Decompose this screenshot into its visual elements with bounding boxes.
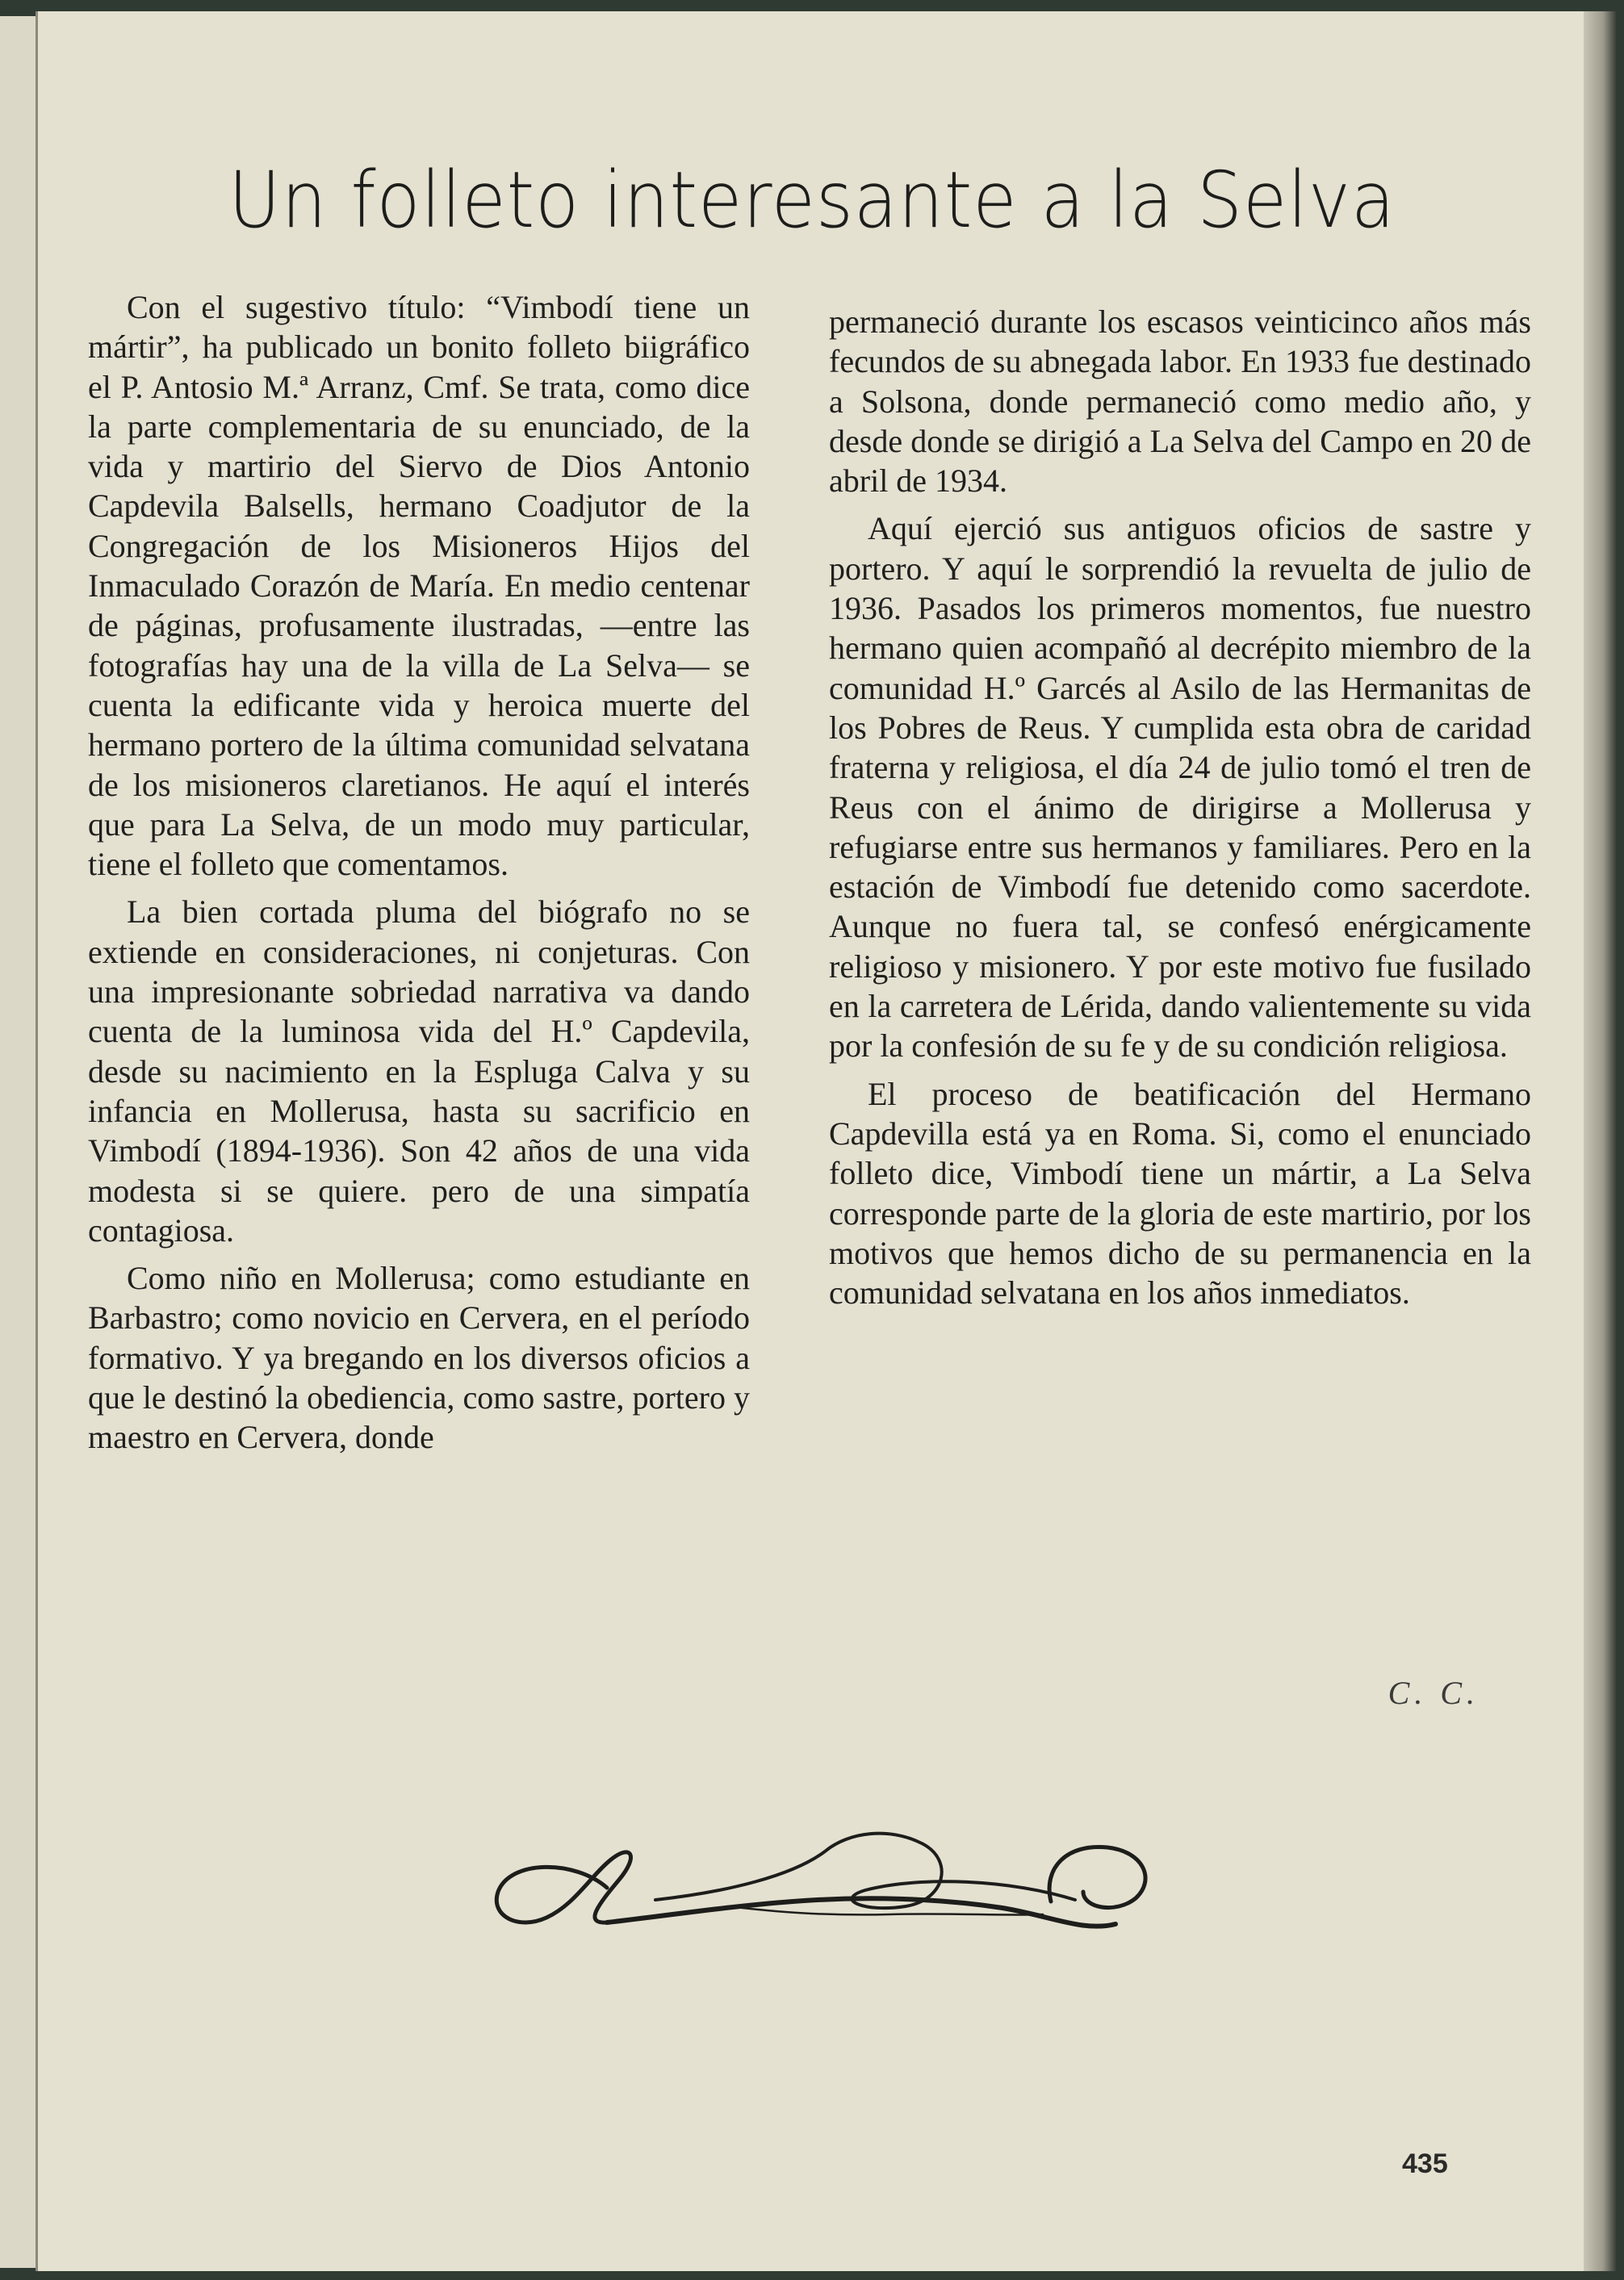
page-number: 435 — [1402, 2148, 1448, 2179]
paragraph: El proceso de beatificación del Hermano Capdevilla está ya en Roma. Si, como el enunciado folleto dice, Vimbodí tiene un mártir, a La Selva corresponde parte de la gloria de este martirio, por los motivos que hemos dicho de su permanencia en la comunidad selvatana en los años inmediatos. — [829, 1075, 1531, 1312]
paragraph: Con el sugestivo título: “Vimbodí tiene un mártir”, ha publicado un bonito folleto biigráfico el P. Antosio M.ª Arranz, Cmf. Se trata, como dice la parte complementaria de su enunciado, de la vida y martirio del Siervo de Dios Antonio Capdevila Balsells, hermano Coadjutor de la Congregación de los Misioneros Hijos del Inmaculado Corazón de María. En medio centenar de páginas, profusamente ilustradas, —entre las fotografías hay una de la villa de La Selva— se cuenta la edificante vida y heroica muerte del hermano portero de la última comunidad selvatana de los misioneros claretianos. He aquí el interés que para La Selva, de un modo muy particular, tiene el folleto que comentamos. — [88, 289, 750, 883]
previous-page-edge — [0, 16, 37, 2268]
paragraph: permaneció durante los escasos veinticinco años más fecundos de su abnegada labor. En 1933 fue destinado a Solsona, donde permaneció como medio año, y desde donde se dirigió a La Selva del Campo en 20 de abril de 1934. — [829, 303, 1531, 500]
left-column — [88, 287, 750, 1458]
author-signature: C. C. — [1388, 1675, 1480, 1711]
article-title: Un folleto interesante a la Selva — [228, 155, 1396, 245]
magazine-page — [36, 11, 1586, 2271]
paragraph: Aquí ejerció sus antiguos oficios de sastre y portero. Y aquí le sorprendió la revuelta de julio de 1936. Pasados los primeros momentos, fue nuestro hermano quien acompañó al decrépito miembro de la comunidad H.º Garcés al Asilo de las Hermanitas de los Pobres de Reus. Y cumplida esta obra de caridad fraterna y religiosa, el día 24 de julio tomó el tren de Reus con el ánimo de dirigirse a Mollerusa y refugiarse entre sus hermanos y familiares. Pero en la estación de Vimbodí fue detenido como sacerdote. Aunque no fuera tal, se confesó enérgicamente religioso y misionero. Y por este motivo fue fusilado en la carretera de Lérida, dando valientemente su vida por la confesión de su fe y de su condición religiosa. — [829, 510, 1531, 1065]
right-column — [829, 302, 1531, 1312]
page-binding-edge — [1584, 11, 1616, 2271]
paragraph: Como niño en Mollerusa; como estudiante en Barbastro; como novicio en Cervera, en el período formativo. Y ya bregando en los diversos oficios a que le destinó la obediencia, como sastre, portero y maestro en Cervera, donde — [88, 1260, 750, 1456]
paragraph: La bien cortada pluma del biógrafo no se extiende en consideraciones, ni conjeturas. Con una impresionante sobriedad narrativa va dando cuenta de la luminosa vida del H.º Capdevila, desde su nacimiento en la Espluga Calva y su infancia en Mollerusa, hasta su sacrificio en Vimbodí (1894-1936). Son 42 años de una vida modesta si se quiere. pero de una simpatía contagiosa. — [88, 893, 750, 1249]
flourish-ornament-icon — [486, 1811, 1172, 1948]
